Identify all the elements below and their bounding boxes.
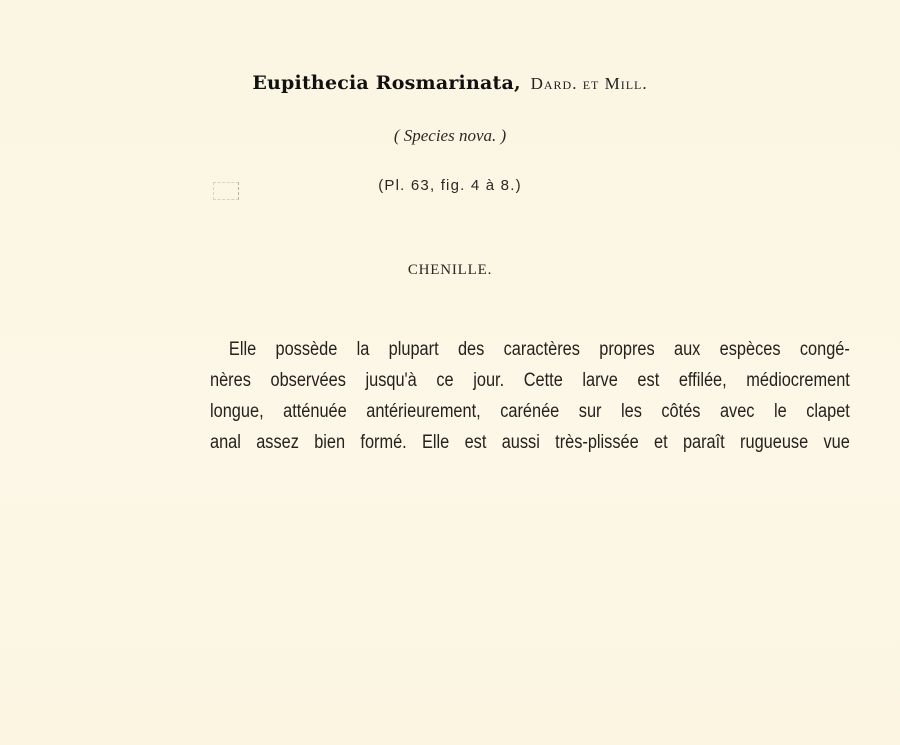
body-line: nères observées jusqu'à ce jour. Cette larve est effilée, médiocrement: [210, 370, 850, 391]
species-name: Eupithecia Rosmarinata: [252, 72, 514, 94]
section-heading: CHENILLE.: [407, 262, 493, 278]
plate-reference: (Pl. 63, fig. 4 à 8.): [378, 177, 522, 194]
page-title: [0, 72, 900, 94]
species-authors: Dard. et Mill.: [530, 74, 648, 93]
body-paragraph: [210, 334, 850, 458]
species-status: ( Species nova. ): [393, 126, 507, 145]
body-line: anal assez bien formé. Elle est aussi très-plissée et paraît rugueuse vue: [210, 432, 850, 453]
body-line: Elle possède la plupart des caractères propres aux espèces congé-: [228, 339, 850, 360]
body-line: longue, atténuée antérieurement, carénée sur les côtés avec le clapet: [210, 401, 850, 422]
title-comma: ,: [513, 72, 521, 94]
